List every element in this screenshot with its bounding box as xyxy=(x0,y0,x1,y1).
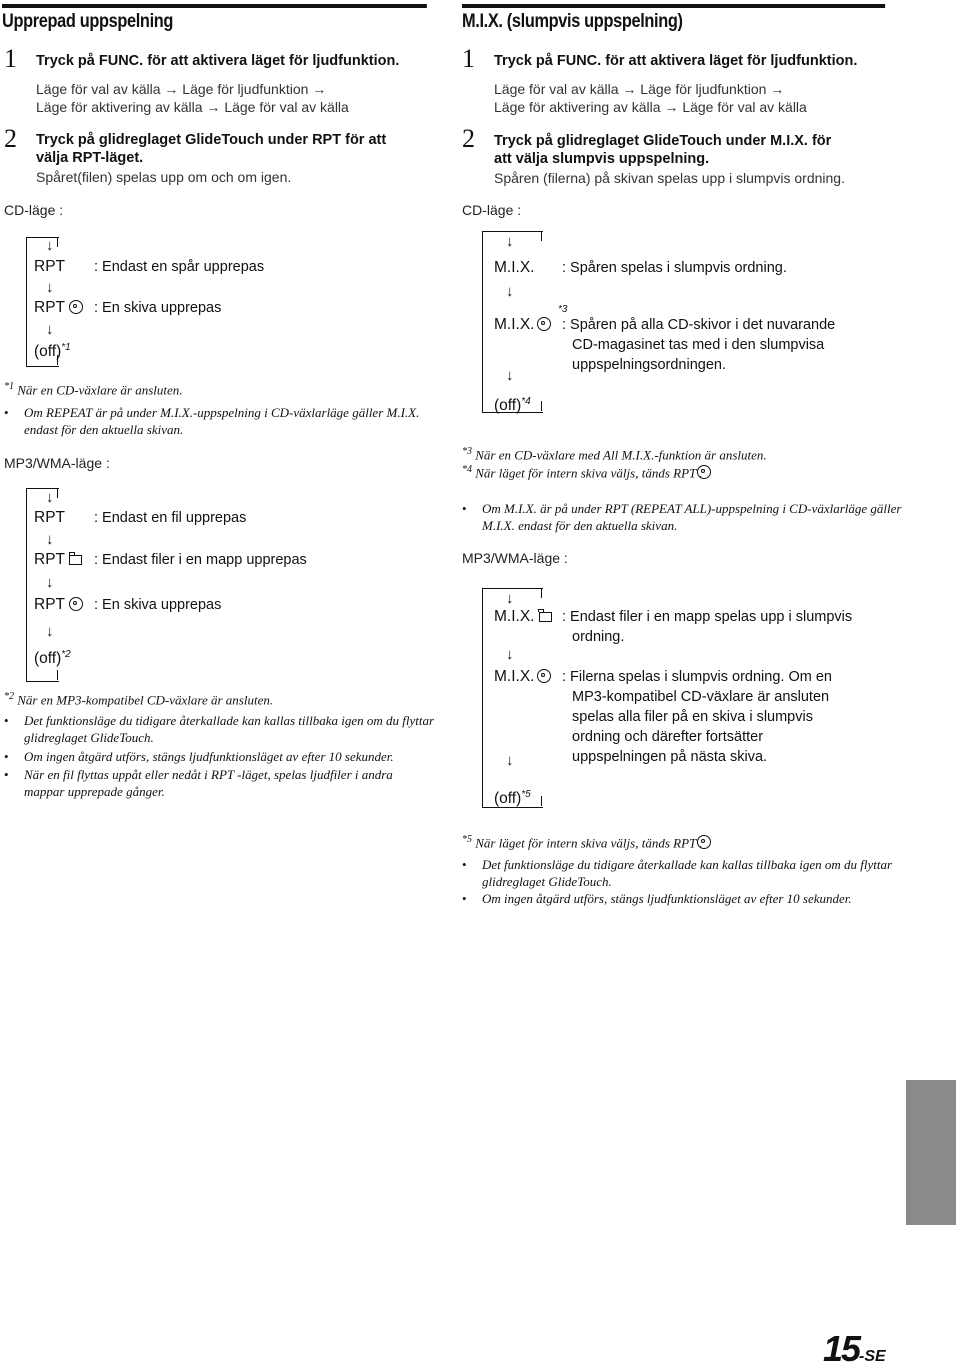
footnote-marker: *1 xyxy=(4,381,14,392)
mode-sequence-line: Läge för aktivering av källa → Läge för val av källa xyxy=(494,99,807,115)
footnote-marker: *5 xyxy=(462,834,472,845)
footnote-marker: *5 xyxy=(521,789,531,800)
footnote-text: När en CD-växlare med All M.I.X.-funktion är ansluten. xyxy=(475,447,767,463)
footnote-marker: *3 xyxy=(558,304,568,315)
bullet-note: • Om M.I.X. är på under RPT (REPEAT ALL)-uppspelning i CD-växlarläge gäller M.I.X. endast för den aktuella skivan. xyxy=(462,500,902,534)
footnote-text: När en CD-växlare är ansluten. xyxy=(17,382,183,398)
footnote-text: När läget för intern skiva väljs, tänds RPT . xyxy=(475,835,703,851)
folder-icon xyxy=(539,612,552,622)
footnote-text: När läget för intern skiva väljs, tänds RPT . xyxy=(475,465,703,481)
mode-rpt: RPT xyxy=(34,509,65,526)
cd-mode-label: CD-läge : xyxy=(462,202,522,218)
mode-description: : Spåren på alla CD-skivor i det nuvarande xyxy=(562,317,836,333)
mode-mix-disc: M.I.X. xyxy=(494,316,535,333)
arrow-down-icon: ↓ xyxy=(46,237,54,254)
disc-icon xyxy=(697,835,711,849)
mode-description: uppspelningsordningen. xyxy=(572,357,726,373)
disc-icon xyxy=(69,597,83,611)
mode-off: (off) xyxy=(34,650,62,668)
section-heading-repeat: Upprepad uppspelning xyxy=(2,4,427,33)
step-number: 2 xyxy=(462,124,475,153)
disc-icon xyxy=(537,317,551,331)
step-text: Tryck på FUNC. för att aktivera läget för ljudfunktion. xyxy=(494,53,858,69)
mode-description: : Filerna spelas i slumpvis ordning. Om en xyxy=(562,669,832,685)
mode-mix: M.I.X. xyxy=(494,259,535,276)
mode-description: uppspelningen på nästa skiva. xyxy=(572,749,768,765)
mode-rpt-disc: RPT xyxy=(34,596,65,613)
arrow-down-icon: ↓ xyxy=(46,321,54,338)
mode-mix-disc: M.I.X. xyxy=(494,668,535,685)
arrow-down-icon: ↓ xyxy=(506,590,514,607)
arrow-down-icon: ↓ xyxy=(46,574,54,591)
disc-icon xyxy=(537,669,551,683)
footnote-marker: *3 xyxy=(462,446,472,457)
mode-off: (off) xyxy=(494,397,522,415)
arrow-down-icon: ↓ xyxy=(506,233,514,250)
arrow-down-icon: ↓ xyxy=(506,752,514,769)
bullet-note: • Om ingen åtgärd utförs, stängs ljudfunktionsläget av efter 10 sekunder. xyxy=(4,748,444,765)
disc-icon xyxy=(69,300,83,314)
step-number: 1 xyxy=(4,44,17,73)
mode-sequence-line: Läge för aktivering av källa → Läge för val av källa xyxy=(36,99,349,115)
folder-icon xyxy=(69,555,82,565)
bullet-note: • Det funktionsläge du tidigare återkallade kan kallas tillbaka igen om du flyttar glidreglaget GlideTouch. xyxy=(462,856,912,890)
mode-description: : En skiva upprepas xyxy=(94,300,222,316)
footnote-marker: *2 xyxy=(4,691,14,702)
mode-description: CD-magasinet tas med i den slumpvisa xyxy=(572,337,825,353)
step-text: Tryck på glidreglaget GlideTouch under M.I.X. för xyxy=(494,133,832,149)
footnote-marker: *4 xyxy=(521,396,531,407)
bullet-note: • Det funktionsläge du tidigare återkallade kan kallas tillbaka igen om du flyttar glidreglaget GlideTouch. xyxy=(4,712,444,746)
arrow-down-icon: ↓ xyxy=(46,623,54,640)
mp3-mode-label: MP3/WMA-läge : xyxy=(462,550,568,566)
mode-description: : Endast en spår upprepas xyxy=(94,259,265,275)
mode-description: ordning och därefter fortsätter xyxy=(572,729,764,745)
mode-description: MP3-kompatibel CD-växlare är ansluten xyxy=(572,689,830,705)
mode-off: (off) xyxy=(494,790,522,808)
step-text: Tryck på glidreglaget GlideTouch under RPT för att xyxy=(36,132,387,148)
footnote-text: När en MP3-kompatibel CD-växlare är ansluten. xyxy=(17,692,274,708)
mode-description: : Endast filer i en mapp spelas upp i slumpvis xyxy=(562,609,853,625)
step-text: att välja slumpvis uppspelning. xyxy=(494,151,710,167)
mode-sequence-line: Läge för val av källa → Läge för ljudfunktion → xyxy=(36,81,327,97)
mode-rpt-folder: RPT xyxy=(34,551,65,568)
mode-description: : Spåren spelas i slumpvis ordning. xyxy=(562,260,787,276)
page-number: 15-SE xyxy=(823,1328,886,1369)
arrow-down-icon: ↓ xyxy=(506,646,514,663)
step-text: Tryck på FUNC. för att aktivera läget för ljudfunktion. xyxy=(36,53,400,69)
step-number: 2 xyxy=(4,124,17,153)
disc-icon xyxy=(697,465,711,479)
mp3-mode-label: MP3/WMA-läge : xyxy=(4,455,110,471)
arrow-down-icon: ↓ xyxy=(506,283,514,300)
mode-rpt: RPT xyxy=(34,258,65,275)
arrow-down-icon: ↓ xyxy=(46,531,54,548)
footnote-marker: *1 xyxy=(61,342,71,353)
footnote-marker: *4 xyxy=(462,464,472,475)
mode-sequence-line: Läge för val av källa → Läge för ljudfunktion → xyxy=(494,81,785,97)
step-note: Spåret(filen) spelas upp om och om igen. xyxy=(36,169,292,185)
mode-mix-folder: M.I.X. xyxy=(494,608,535,625)
cd-mode-label: CD-läge : xyxy=(4,202,64,218)
mode-rpt-disc: RPT xyxy=(34,299,65,316)
step-text: välja RPT-läget. xyxy=(36,150,144,166)
mode-off: (off) xyxy=(34,343,62,361)
mode-description: ordning. xyxy=(572,629,625,645)
page-suffix: -SE xyxy=(859,1348,886,1365)
bullet-note: • Om ingen åtgärd utförs, stängs ljudfunktionsläget av efter 10 sekunder. xyxy=(462,890,912,907)
mode-description: : Endast en fil upprepas xyxy=(94,510,247,526)
step-note: Spåren (filerna) på skivan spelas upp i slumpvis ordning. xyxy=(494,170,845,186)
mode-description: : Endast filer i en mapp upprepas xyxy=(94,552,307,568)
bullet-note: • Om REPEAT är på under M.I.X.-uppspelning i CD-växlarläge gäller M.I.X. endast för den aktuella skivan. xyxy=(4,404,434,438)
bullet-note: • När en fil flyttas uppåt eller nedåt i RPT -läget, spelas ljudfiler i andra mappar upprepade gånger. xyxy=(4,766,424,800)
step-number: 1 xyxy=(462,44,475,73)
mode-description: : En skiva upprepas xyxy=(94,597,222,613)
section-tab-marker xyxy=(906,1080,956,1225)
footnote-marker: *2 xyxy=(61,649,71,660)
arrow-down-icon: ↓ xyxy=(46,489,54,506)
arrow-down-icon: ↓ xyxy=(506,367,514,384)
mode-description: spelas alla filer på en skiva i slumpvis xyxy=(572,709,813,725)
section-heading-mix: M.I.X. (slumpvis uppspelning) xyxy=(462,4,885,33)
arrow-down-icon: ↓ xyxy=(46,279,54,296)
